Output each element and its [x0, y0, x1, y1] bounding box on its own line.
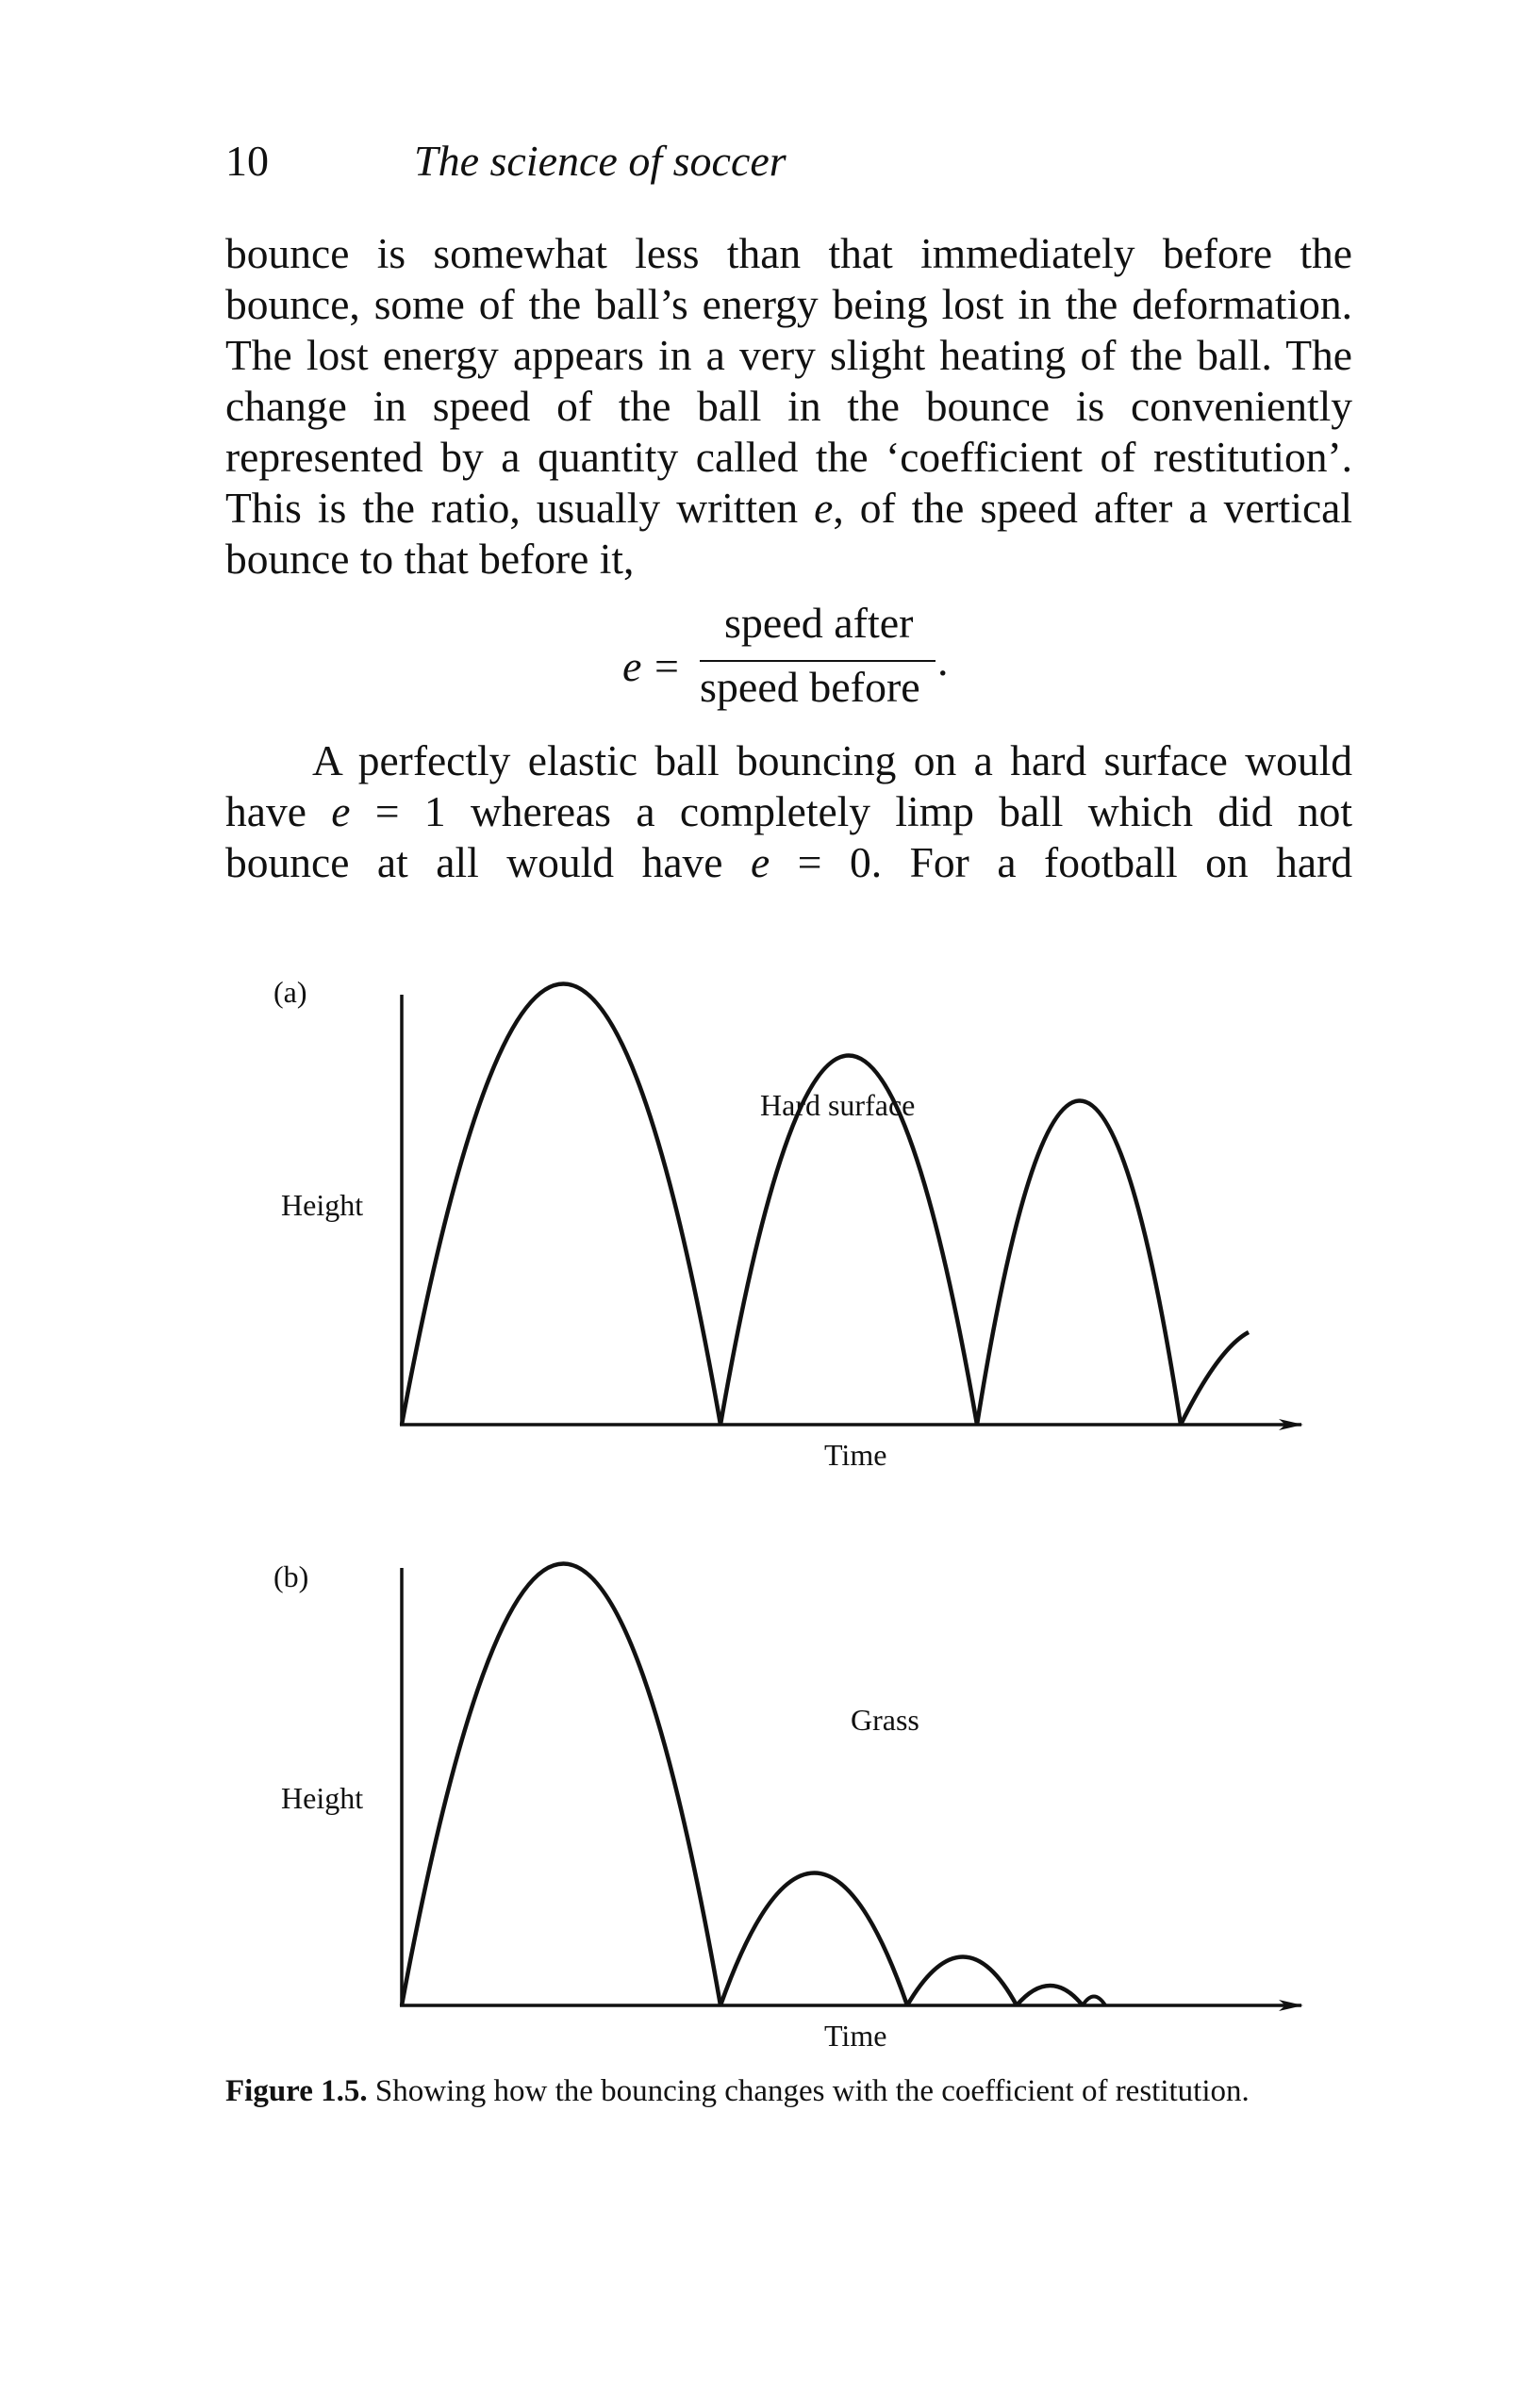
paragraph-1 [225, 228, 1352, 585]
x-axis-label-a: Time [824, 1438, 887, 1472]
text-line: have e = 1 whereas a completely limp ball which did not [225, 787, 1352, 835]
x-axis-label-b: Time [824, 2019, 887, 2053]
bounce-curve-b-1 [402, 1564, 720, 2006]
y-axis-label-a: Height [281, 1188, 364, 1222]
equation-numerator: speed after [724, 599, 914, 647]
text-line: represented by a quantity called the ‘coefficient of restitution’. [225, 433, 1352, 481]
equation-period: . [937, 636, 949, 684]
page-number: 10 [225, 137, 269, 185]
restitution-equation [622, 598, 1000, 720]
bounce-curve-b-3 [907, 1957, 1017, 2006]
text-line: The lost energy appears in a very slight heating of the ball. The [225, 331, 1352, 379]
bounce-curve-a-4 [1181, 1332, 1249, 1425]
running-title: The science of soccer [414, 137, 787, 185]
chart-panel-a [273, 975, 1301, 1472]
text-line: change in speed of the ball in the bounce is conveniently [225, 382, 1352, 430]
text-line: bounce to that before it, [225, 535, 635, 583]
bounce-curve-a-2 [720, 1056, 977, 1426]
equation-variable: e [622, 642, 642, 690]
chart-title-a: Hard surface [760, 1088, 916, 1122]
caption-label: Figure 1.5. [225, 2074, 368, 2108]
paragraph-2 [225, 735, 1352, 888]
caption-text: Showing how the bouncing changes with the coefficient of restitution. [374, 2074, 1250, 2108]
bounce-curve-a-1 [402, 984, 720, 1426]
panel-label-a: (a) [273, 975, 307, 1009]
figure-caption [225, 2074, 1250, 2109]
text-line: A perfectly elastic ball bouncing on a hard surface would [312, 736, 1352, 784]
text-line: bounce is somewhat less than that immediately before the [225, 229, 1352, 277]
bounce-curve-b-2 [720, 1873, 907, 2006]
chart-panel-b [273, 1559, 1301, 2053]
bounce-curve-b-4 [1017, 1986, 1083, 2005]
text-line: bounce at all would have e = 0. For a football on hard [225, 838, 1352, 886]
chart-title-b: Grass [851, 1703, 919, 1737]
panel-label-b: (b) [273, 1559, 309, 1593]
text-line: bounce, some of the ball’s energy being lost in the deformation. [225, 280, 1352, 328]
y-axis-label-b: Height [281, 1781, 364, 1815]
bounce-curve-a-3 [977, 1101, 1181, 1426]
bounce-curve-b-5 [1083, 1997, 1105, 2006]
equation-denominator: speed before [700, 663, 920, 711]
equation-equals: = [654, 642, 679, 690]
text-line: This is the ratio, usually written e, of the speed after a vertical [225, 484, 1352, 532]
